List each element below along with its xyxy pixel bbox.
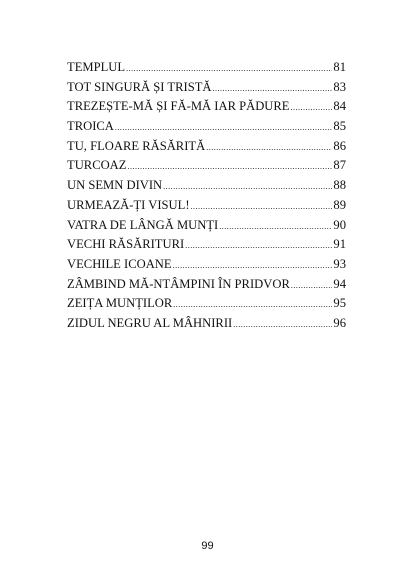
toc-entry-title: VECHILE ICOANE (67, 256, 172, 271)
toc-entry (67, 314, 346, 334)
toc-entry-page: 95 (333, 296, 346, 311)
toc-entry-page: 83 (333, 79, 346, 94)
toc-entry (67, 156, 346, 176)
toc-entry-title: ZIDUL NEGRU AL MÂHNIRII (67, 315, 233, 330)
page-number: 99 (201, 540, 214, 552)
toc-entry (67, 216, 346, 236)
toc-entry-page: 91 (333, 237, 346, 252)
toc-dot-leader (233, 315, 332, 335)
toc-entry-page: 88 (333, 178, 346, 193)
toc-dot-leader (191, 197, 333, 217)
toc-entry-title: TU, FLOARE RĂSĂRITĂ (67, 138, 206, 153)
toc-dot-leader (291, 98, 333, 118)
toc-entry (67, 294, 346, 314)
toc-entry (67, 255, 346, 275)
toc-dot-leader (291, 276, 333, 296)
toc-entry-title: UN SEMN DIVIN (67, 178, 163, 193)
toc-dot-leader (126, 59, 332, 79)
toc-dot-leader (115, 118, 333, 138)
toc-entry-title: TREZEȘTE-MĂ ȘI FĂ-MĂ IAR PĂDURE (67, 99, 290, 114)
toc-entry (67, 235, 346, 255)
toc-dot-leader (173, 256, 333, 276)
toc-entry-page: 96 (333, 315, 346, 330)
toc-entry-title: ZEIȚA MUNȚILOR (67, 296, 173, 311)
toc-entry (67, 78, 346, 98)
toc-entry-page: 86 (333, 138, 346, 153)
toc-entry (67, 275, 346, 295)
toc-dot-leader (206, 138, 332, 158)
toc-dot-leader (219, 217, 332, 237)
toc-entry-page: 81 (333, 60, 346, 74)
toc-entry (67, 137, 346, 157)
toc-entry-page: 93 (333, 256, 346, 271)
toc-entry-title: TURCOAZ (67, 158, 127, 173)
toc-dot-leader (173, 295, 332, 315)
toc-dot-leader (163, 177, 332, 197)
toc-entry-page: 85 (333, 119, 346, 134)
toc-entry-title: URMEAZĂ-ȚI VISUL! (67, 197, 190, 212)
toc-entry-page: 90 (333, 217, 346, 232)
toc-entry-title: TOT SINGURĂ ȘI TRISTĂ (67, 79, 212, 94)
toc-dot-leader (127, 157, 332, 177)
toc-entry-title: ZÂMBIND MĂ-NTÂMPINI ÎN PRIDVOR (67, 276, 290, 291)
toc-entry-page: 84 (333, 99, 346, 114)
toc-entry (67, 176, 346, 196)
toc-dot-leader (213, 79, 333, 99)
toc-entry (67, 117, 346, 137)
toc-entry-page: 87 (333, 158, 346, 173)
toc-entry-title: TEMPLUL (67, 60, 126, 74)
toc-entry-title: VECHI RĂSĂRITURI (67, 237, 185, 252)
toc-entry (67, 58, 346, 78)
table-of-contents (67, 58, 346, 334)
toc-entry-page: 94 (333, 276, 346, 291)
toc-entry-title: TROICA (67, 119, 114, 134)
toc-entry (67, 196, 346, 216)
toc-entry (67, 97, 346, 117)
toc-entry-title: VATRA DE LÂNGĂ MUNȚI (67, 217, 219, 232)
toc-dot-leader (185, 236, 332, 256)
toc-entry-page: 89 (333, 197, 346, 212)
